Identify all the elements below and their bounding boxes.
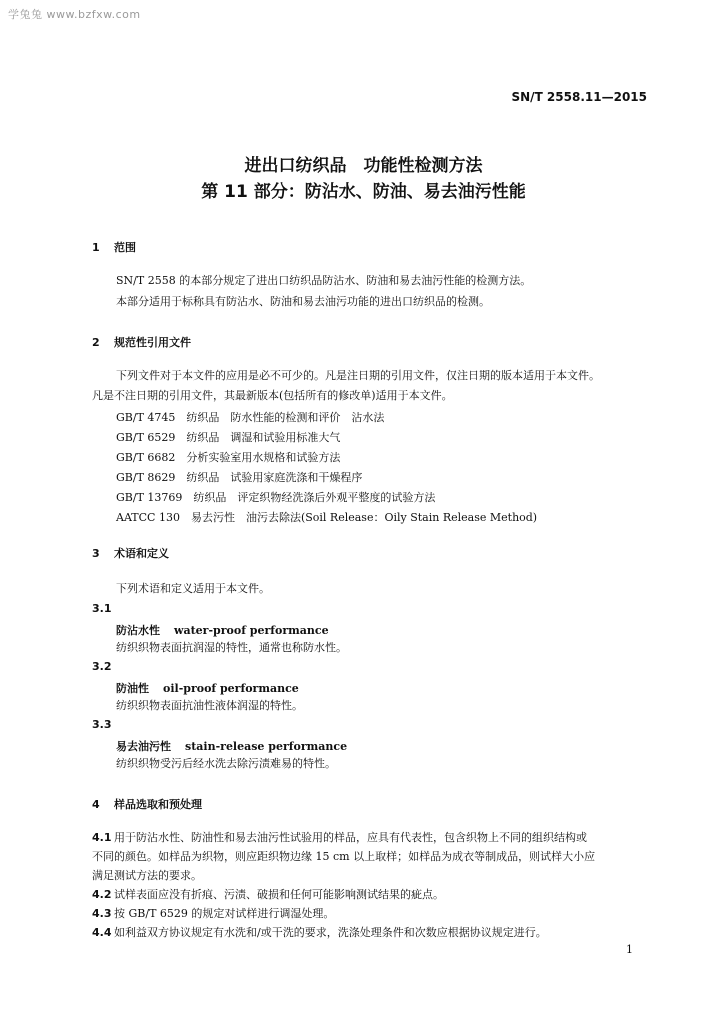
section-number: 4	[92, 798, 100, 811]
term-name	[116, 622, 329, 638]
reference-item: GB/T 13769 纺织品 评定织物经洗涤后外观平整度的试验方法	[116, 491, 436, 504]
normative-intro-1: 下列文件对于本文件的应用是必不可少的。凡是注日期的引用文件，仅注日期的版本适用于本文件。	[116, 369, 600, 382]
section-number: 2	[92, 336, 100, 349]
clause-4-1-line-1	[92, 831, 587, 845]
term-name-zh: 易去油污性	[116, 740, 171, 753]
section-title: 样品选取和预处理	[114, 798, 202, 811]
term-definition: 纺织织物表面抗润湿的特性，通常也称防水性。	[116, 641, 347, 654]
term-name	[116, 680, 299, 696]
term-name-en: oil-proof performance	[163, 682, 299, 695]
term-definition: 纺织织物表面抗油性液体润湿的特性。	[116, 699, 303, 712]
section-2-heading	[92, 334, 191, 350]
scope-paragraph-2: 本部分适用于标称具有防沾水、防油和易去油污功能的进出口纺织品的检测。	[116, 295, 490, 308]
standard-code: SN/T 2558.11—2015	[511, 90, 647, 104]
page-number: 1	[626, 943, 633, 956]
title-line-2: 第 11 部分：防沾水、防油、易去油污性能	[201, 182, 526, 202]
clause-text: 如利益双方协议规定有水洗和/或干洗的要求，洗涤处理条件和次数应根据协议规定进行。	[114, 926, 547, 939]
term-name-en: stain-release performance	[185, 740, 348, 753]
title-line-1: 进出口纺织品 功能性检测方法	[244, 156, 483, 176]
clause-4-3	[92, 907, 334, 921]
reference-item: GB/T 6529 纺织品 调湿和试验用标准大气	[116, 431, 341, 444]
term-name-zh: 防油性	[116, 682, 149, 695]
scope-paragraph-1: SN/T 2558 的本部分规定了进出口纺织品防沾水、防油和易去油污性能的检测方法。	[116, 274, 532, 287]
clause-4-1-line-2: 不同的颜色。如样品为织物，则应距织物边缘 15 cm 以上取样；如样品为成衣等制成品，则试样大小应	[92, 850, 596, 863]
clause-number: 4.1	[92, 831, 112, 844]
section-title: 范围	[114, 241, 136, 254]
terms-intro: 下列术语和定义适用于本文件。	[116, 582, 270, 595]
term-name-zh: 防沾水性	[116, 624, 160, 637]
section-title: 规范性引用文件	[114, 336, 191, 349]
clause-4-4	[92, 926, 547, 940]
clause-number: 4.4	[92, 926, 112, 939]
term-definition: 纺织织物受污后经水洗去除污渍难易的特性。	[116, 757, 336, 770]
term-number: 3.1	[92, 602, 112, 615]
clause-number: 4.2	[92, 888, 112, 901]
reference-item: GB/T 6682 分析实验室用水规格和试验方法	[116, 451, 341, 464]
section-1-heading	[92, 239, 136, 255]
section-title: 术语和定义	[114, 547, 169, 560]
clause-text: 用于防沾水性、防油性和易去油污性试验用的样品，应具有代表性，包含织物上不同的组织结构或	[114, 831, 587, 844]
normative-intro-2: 凡是不注日期的引用文件，其最新版本(包括所有的修改单)适用于本文件。	[92, 389, 453, 402]
clause-text: 按 GB/T 6529 的规定对试样进行调湿处理。	[114, 907, 335, 920]
clause-4-1-line-3: 满足测试方法的要求。	[92, 869, 202, 882]
reference-item: GB/T 4745 纺织品 防水性能的检测和评价 沾水法	[116, 411, 385, 424]
term-number: 3.2	[92, 660, 112, 673]
section-number: 1	[92, 241, 100, 254]
section-3-heading	[92, 545, 169, 561]
term-name	[116, 738, 347, 754]
term-number: 3.3	[92, 718, 112, 731]
term-name-en: water-proof performance	[174, 624, 329, 637]
watermark: 学兔兔 www.bzfxw.com	[8, 8, 141, 21]
reference-item: AATCC 130 易去污性 油污去除法(Soil Release：Oily Stain Release Method)	[116, 511, 538, 524]
clause-number: 4.3	[92, 907, 112, 920]
section-number: 3	[92, 547, 100, 560]
clause-text: 试样表面应没有折痕、污渍、破损和任何可能影响测试结果的疵点。	[114, 888, 444, 901]
reference-item: GB/T 8629 纺织品 试验用家庭洗涤和干燥程序	[116, 471, 363, 484]
section-4-heading	[92, 796, 202, 812]
clause-4-2	[92, 888, 444, 902]
